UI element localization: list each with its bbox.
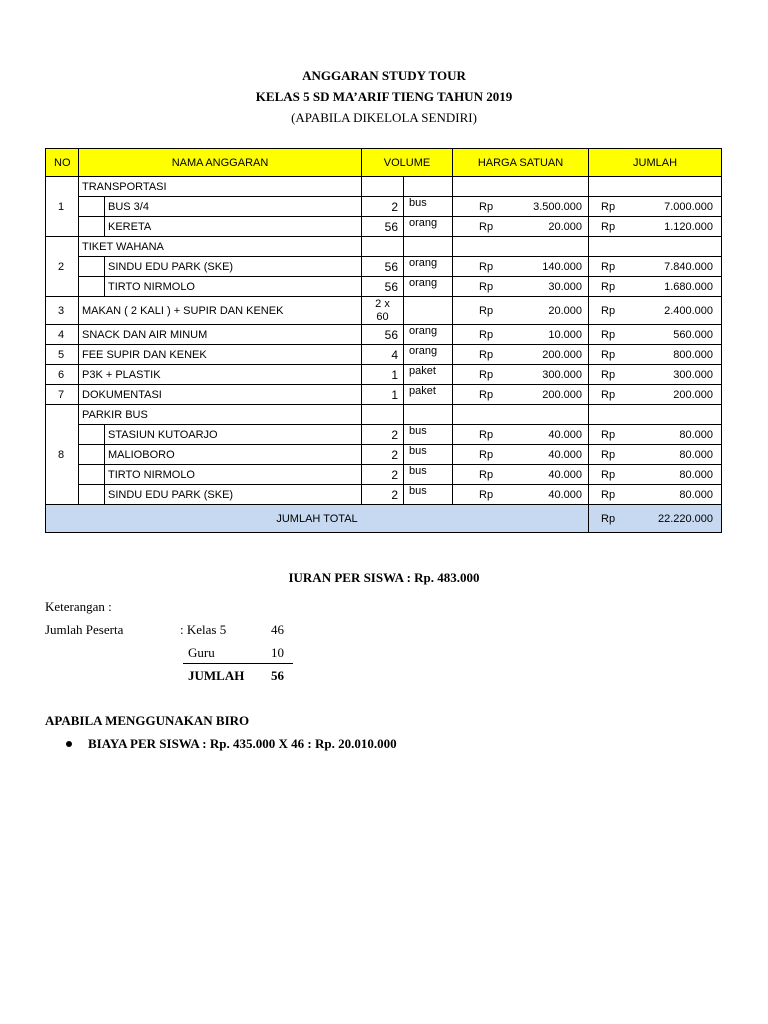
currency-label: Rp — [589, 445, 625, 465]
class-count: 46 — [271, 622, 284, 637]
table-row — [46, 197, 722, 217]
table-row — [46, 485, 722, 505]
table-row — [46, 405, 722, 425]
currency-label: Rp — [589, 277, 625, 297]
currency-label: Rp — [453, 217, 492, 237]
item-name: TIRTO NIRMOLO — [105, 277, 362, 297]
header-unit-price: HARGA SATUAN — [453, 149, 589, 177]
table-row — [46, 297, 722, 325]
header-no: NO — [46, 149, 79, 177]
notes-label: Keterangan : — [45, 599, 112, 614]
currency-label: Rp — [589, 485, 625, 505]
item-unit: orang — [404, 257, 453, 277]
group-title: PARKIR BUS — [79, 405, 362, 425]
table-row — [46, 237, 722, 257]
agency-cost-text: BIAYA PER SISWA : Rp. 435.000 X 46 : Rp. 20.010.000 — [88, 736, 397, 751]
item-qty: 2 — [362, 425, 404, 445]
item-name: KERETA — [105, 217, 362, 237]
item-amount: 800.000 — [625, 345, 722, 365]
item-qty: 2 — [362, 445, 404, 465]
item-unit: orang — [404, 345, 453, 365]
bullet-icon — [66, 741, 72, 747]
item-qty-line: 2 x — [375, 297, 390, 310]
document-subtitle: KELAS 5 SD MA’ARIF TIENG TAHUN 2019 — [255, 89, 513, 104]
currency-label: Rp — [589, 505, 625, 533]
currency-label: Rp — [589, 297, 625, 325]
currency-label: Rp — [453, 257, 492, 277]
item-amount: 80.000 — [625, 485, 722, 505]
currency-label: Rp — [453, 197, 492, 217]
item-amount: 2.400.000 — [625, 297, 722, 325]
item-amount: 560.000 — [625, 325, 722, 345]
header-name: NAMA ANGGARAN — [79, 149, 362, 177]
item-price: 200.000 — [492, 345, 589, 365]
group-title: TRANSPORTASI — [79, 177, 362, 197]
item-price: 20.000 — [492, 217, 589, 237]
currency-label: Rp — [589, 365, 625, 385]
item-amount: 7.840.000 — [625, 257, 722, 277]
item-name: DOKUMENTASI — [79, 385, 362, 405]
currency-label: Rp — [589, 325, 625, 345]
item-amount: 80.000 — [625, 425, 722, 445]
item-price: 40.000 — [492, 485, 589, 505]
currency-label: Rp — [589, 465, 625, 485]
item-qty: 2 — [362, 465, 404, 485]
item-unit: bus — [404, 465, 453, 485]
row-number: 3 — [46, 297, 79, 325]
item-name: MAKAN ( 2 KALI ) + SUPIR DAN KENEK — [79, 297, 362, 325]
currency-label: Rp — [589, 385, 625, 405]
item-unit: paket — [404, 385, 453, 405]
item-name: SINDU EDU PARK (SKE) — [105, 257, 362, 277]
item-price: 40.000 — [492, 425, 589, 445]
fee-per-student: IURAN PER SISWA : Rp. 483.000 — [288, 570, 480, 585]
item-unit: paket — [404, 365, 453, 385]
item-price: 200.000 — [492, 385, 589, 405]
item-qty: 2 — [362, 485, 404, 505]
item-amount: 80.000 — [625, 445, 722, 465]
item-name: STASIUN KUTOARJO — [105, 425, 362, 445]
table-row — [46, 345, 722, 365]
table-row — [46, 257, 722, 277]
table-row — [46, 385, 722, 405]
row-number: 5 — [46, 345, 79, 365]
item-name: BUS 3/4 — [105, 197, 362, 217]
item-qty: 56 — [362, 277, 404, 297]
table-row — [46, 365, 722, 385]
table-row — [46, 465, 722, 485]
budget-table — [45, 148, 722, 533]
table-row — [46, 217, 722, 237]
currency-label: Rp — [589, 345, 625, 365]
row-number: 7 — [46, 385, 79, 405]
item-price: 40.000 — [492, 465, 589, 485]
total-label: JUMLAH TOTAL — [46, 505, 589, 533]
total-amount: 22.220.000 — [625, 505, 722, 533]
item-qty: 4 — [362, 345, 404, 365]
item-unit: bus — [404, 445, 453, 465]
item-qty: 2 — [362, 197, 404, 217]
row-number: 4 — [46, 325, 79, 345]
sum-divider — [183, 663, 293, 664]
currency-label: Rp — [589, 425, 625, 445]
currency-label: Rp — [589, 257, 625, 277]
item-price: 30.000 — [492, 277, 589, 297]
row-number: 6 — [46, 365, 79, 385]
item-amount: 1.680.000 — [625, 277, 722, 297]
item-price: 20.000 — [492, 297, 589, 325]
item-unit: orang — [404, 277, 453, 297]
item-qty: 56 — [362, 217, 404, 237]
teacher-label: Guru — [188, 645, 215, 660]
table-header-row — [46, 149, 722, 177]
item-unit — [404, 297, 453, 325]
currency-label: Rp — [589, 197, 625, 217]
table-row — [46, 445, 722, 465]
currency-label: Rp — [453, 445, 492, 465]
currency-label: Rp — [453, 297, 492, 325]
item-qty: 1 — [362, 385, 404, 405]
sum-label: JUMLAH — [188, 668, 245, 683]
currency-label: Rp — [589, 217, 625, 237]
currency-label: Rp — [453, 425, 492, 445]
currency-label: Rp — [453, 325, 492, 345]
item-name: TIRTO NIRMOLO — [105, 465, 362, 485]
row-number: 8 — [46, 405, 79, 505]
row-number: 1 — [46, 177, 79, 237]
participants-label: Jumlah Peserta — [45, 622, 124, 637]
table-row — [46, 425, 722, 445]
class-label: : Kelas 5 — [180, 622, 227, 637]
header-volume: VOLUME — [362, 149, 453, 177]
sum-count: 56 — [271, 668, 284, 683]
document-note: (APABILA DIKELOLA SENDIRI) — [291, 110, 477, 125]
item-name: MALIOBORO — [105, 445, 362, 465]
item-name: FEE SUPIR DAN KENEK — [79, 345, 362, 365]
agency-section-title: APABILA MENGGUNAKAN BIRO — [45, 713, 250, 728]
item-unit: bus — [404, 425, 453, 445]
header-total: JUMLAH — [589, 149, 722, 177]
currency-label: Rp — [453, 365, 492, 385]
item-unit: bus — [404, 197, 453, 217]
item-unit: orang — [404, 217, 453, 237]
item-amount: 80.000 — [625, 465, 722, 485]
item-price: 300.000 — [492, 365, 589, 385]
item-qty: 56 — [362, 257, 404, 277]
currency-label: Rp — [453, 345, 492, 365]
currency-label: Rp — [453, 277, 492, 297]
item-name: P3K + PLASTIK — [79, 365, 362, 385]
item-qty: 56 — [362, 325, 404, 345]
total-row — [46, 505, 722, 533]
item-price: 10.000 — [492, 325, 589, 345]
group-title: TIKET WAHANA — [79, 237, 362, 257]
agency-cost-item — [66, 736, 397, 752]
item-qty — [362, 297, 404, 325]
currency-label: Rp — [453, 485, 492, 505]
teacher-count: 10 — [271, 645, 284, 660]
item-amount: 300.000 — [625, 365, 722, 385]
item-name: SNACK DAN AIR MINUM — [79, 325, 362, 345]
currency-label: Rp — [453, 385, 492, 405]
item-qty-line: 60 — [376, 310, 389, 323]
row-number: 2 — [46, 237, 79, 297]
item-qty: 1 — [362, 365, 404, 385]
document-title: ANGGARAN STUDY TOUR — [302, 68, 466, 83]
item-unit: bus — [404, 485, 453, 505]
table-row — [46, 177, 722, 197]
item-amount: 1.120.000 — [625, 217, 722, 237]
item-price: 3.500.000 — [492, 197, 589, 217]
item-amount: 200.000 — [625, 385, 722, 405]
item-unit: orang — [404, 325, 453, 345]
currency-label: Rp — [453, 465, 492, 485]
item-name: SINDU EDU PARK (SKE) — [105, 485, 362, 505]
item-amount: 7.000.000 — [625, 197, 722, 217]
table-row — [46, 325, 722, 345]
item-price: 40.000 — [492, 445, 589, 465]
item-price: 140.000 — [492, 257, 589, 277]
table-row — [46, 277, 722, 297]
